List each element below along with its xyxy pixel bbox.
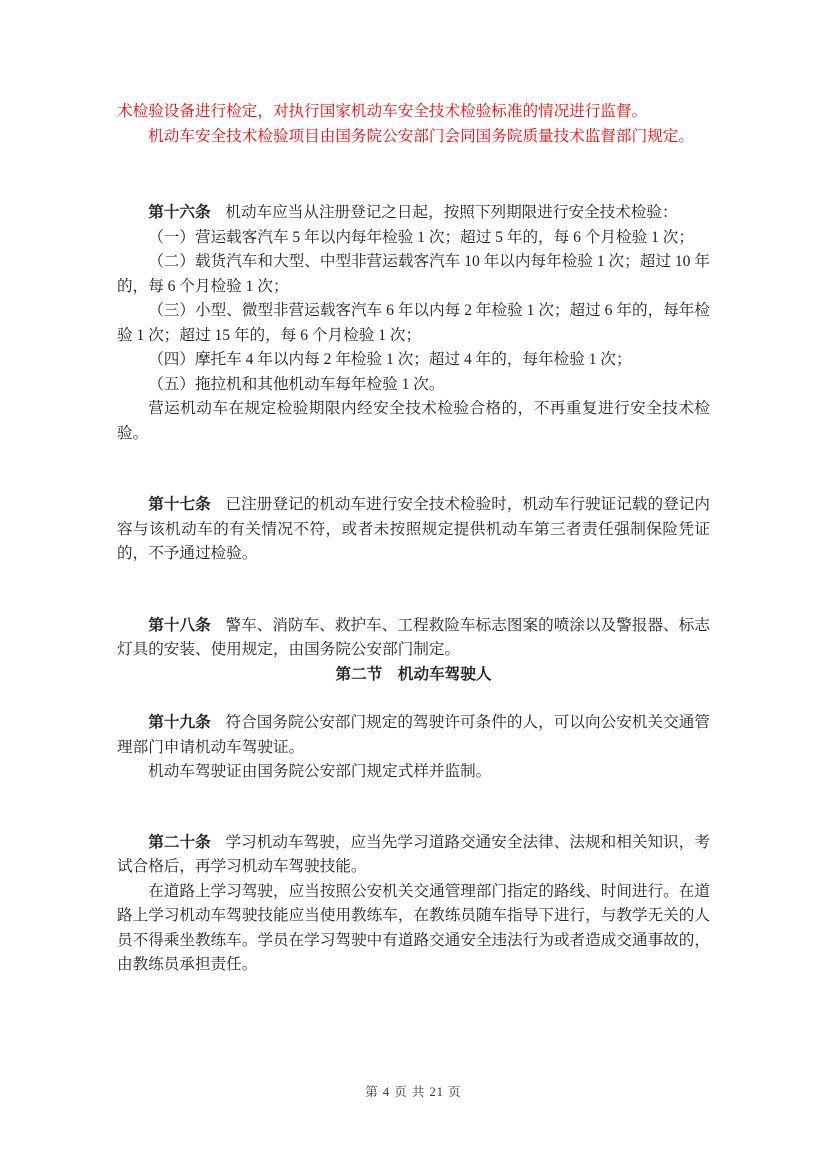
article-20-paragraph-2: 在道路上学习驾驶，应当按照公安机关交通管理部门指定的路线、时间进行。在道路上学习机动车驾驶技能应当使用教练车，在教练员随车指导下进行，与教学无关的人员不得乘坐教练车。学员在学习驾驶中有道路交通安全违法行为或者造成交通事故的，由教练员承担责任。 (117, 882, 710, 973)
article-16-item-5: （五）拖拉机和其他机动车每年检验 1 次。 (148, 375, 445, 393)
article-16-item-1: （一）营运载客汽车 5 年以内每年检验 1 次；超过 5 年的，每 6 个月检验 1 次； (148, 228, 694, 246)
article-16-closing-paragraph: 营运机动车在规定检验期限内经安全技术检验合格的，不再重复进行安全技术检验。 (117, 400, 710, 442)
article-19-paragraph-2: 机动车驾驶证由国务院公安部门规定式样并监制。 (148, 763, 492, 780)
article-16-item-3: （三）小型、微型非营运载客汽车 6 年以内每 2 年检验 1 次；超过 6 年的，每年检验 1 次；超过 15 年的，每 6 个月检验 1 次； (117, 302, 710, 344)
red-note-continuation-line: 术检验设备进行检定，对执行国家机动车安全技术检验标准的情况进行监督。 (117, 103, 648, 120)
article-19-label: 第十九条 (148, 714, 211, 731)
article-17-text: 已注册登记的机动车进行安全技术检验时，机动车行驶证记载的登记内容与该机动车的有关情况不符，或者未按照规定提供机动车第三者责任强制保险凭证的，不予通过检验。 (117, 496, 710, 562)
article-18-paragraph (117, 614, 710, 663)
article-19-text: 符合国务院公安部门规定的驾驶许可条件的人，可以向公安机关交通管理部门申请机动车驾驶证。 (117, 714, 710, 756)
section-2-heading: 第二节 机动车驾驶人 (335, 665, 492, 683)
article-16-item-4: （四）摩托车 4 年以内每 2 年检验 1 次；超过 4 年的，每年检验 1 次； (148, 351, 632, 368)
article-17-paragraph (117, 493, 710, 567)
article-18-text: 警车、消防车、救护车、工程救险车标志图案的喷涂以及警报器、标志灯具的安装、使用规定，由国务院公安部门制定。 (117, 616, 710, 658)
article-20-label: 第二十条 (148, 833, 211, 851)
article-19-paragraph (117, 711, 710, 760)
article-20-text: 学习机动车驾驶，应当先学习道路交通安全法律、法规和相关知识，考试合格后，再学习机动车驾驶技能。 (117, 833, 710, 875)
article-18-label: 第十八条 (148, 616, 211, 634)
page-number-footer: 第 4 页 共 21 页 (365, 1085, 462, 1099)
article-16-label: 第十六条 (148, 204, 211, 221)
article-20-paragraph (117, 831, 710, 880)
article-17-label: 第十七条 (148, 496, 211, 513)
red-note-inspection-items-line: 机动车安全技术检验项目由国务院公安部门会同国务院质量技术监督部门规定。 (148, 127, 694, 145)
article-16-text: 机动车应当从注册登记之日起，按照下列期限进行安全技术检验： (225, 204, 678, 221)
article-16-paragraph (117, 201, 710, 226)
article-16-item-2: （二）载货汽车和大型、中型非营运载客汽车 10 年以内每年检验 1 次；超过 10 年的，每 6 个月检验 1 次； (117, 253, 710, 295)
